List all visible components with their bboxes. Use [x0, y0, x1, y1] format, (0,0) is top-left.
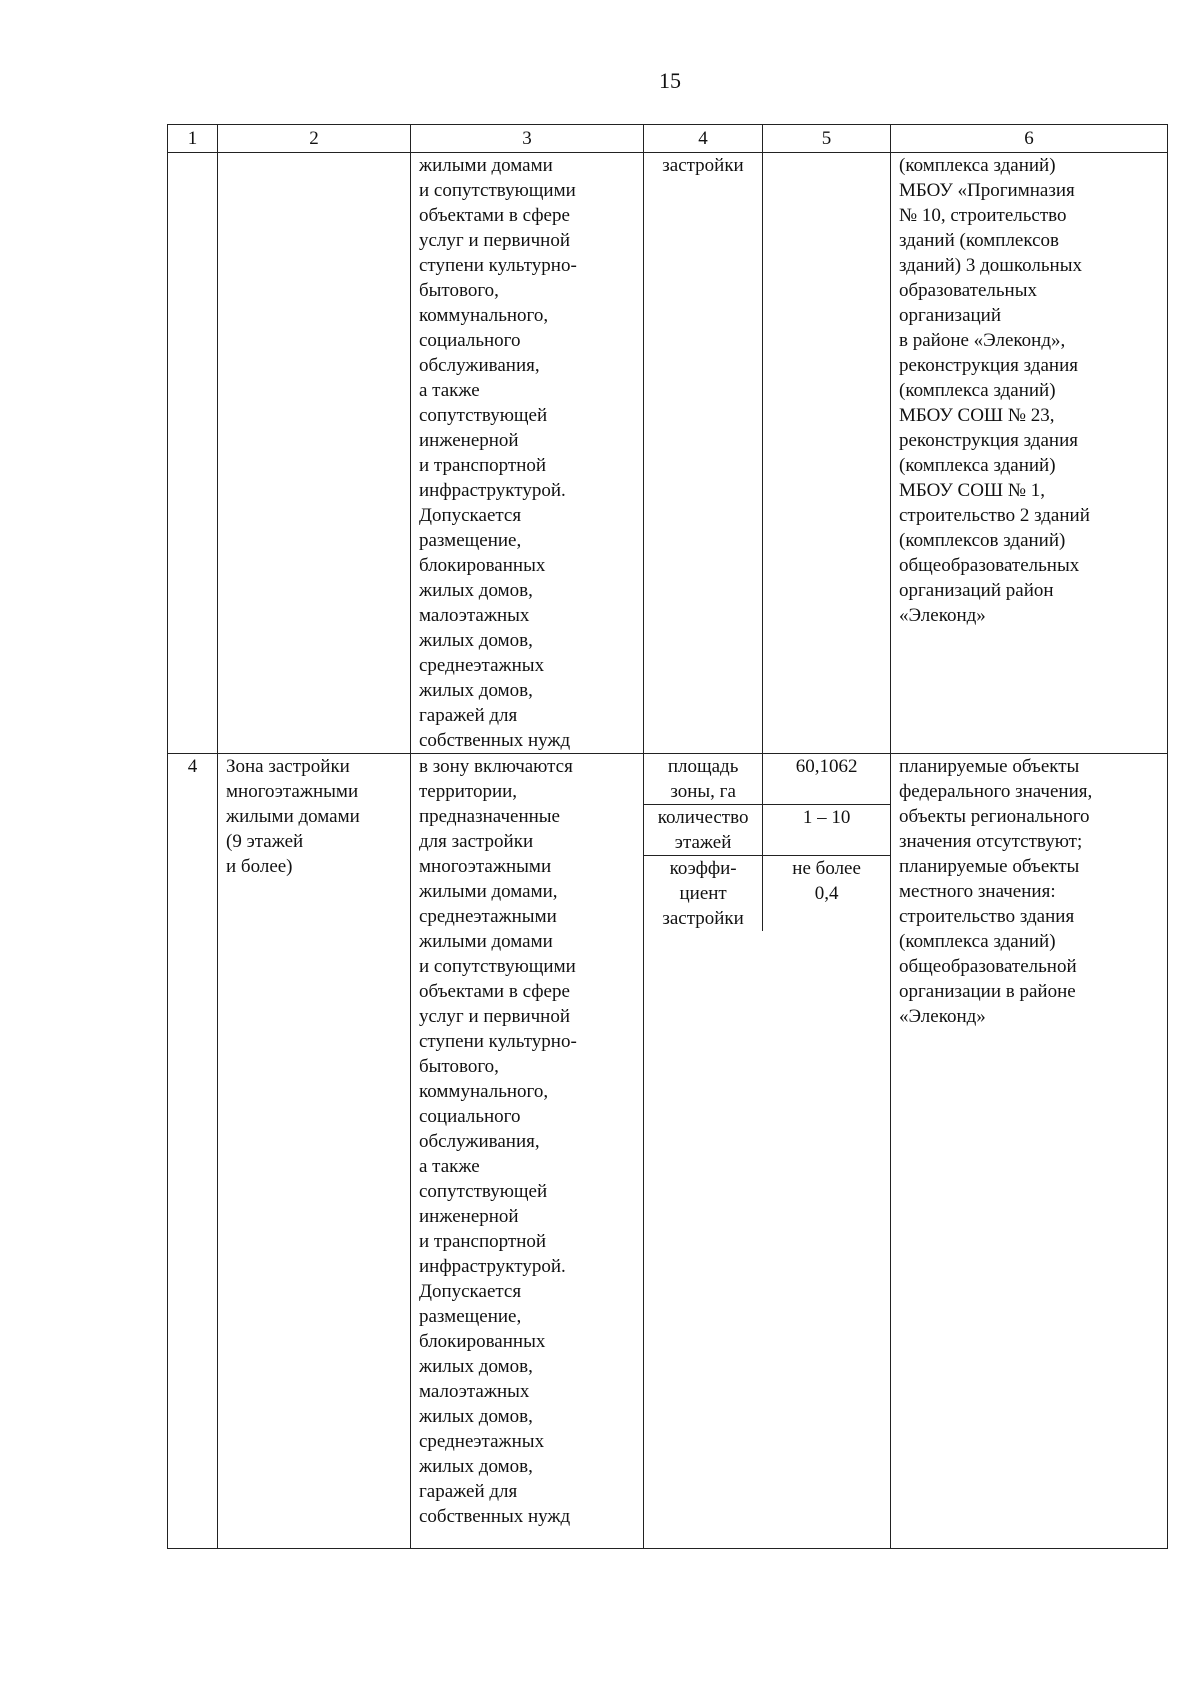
cell-param-value: [763, 153, 891, 754]
page-number: 15: [659, 68, 681, 93]
table-row-zone-4: [168, 754, 1168, 1549]
parameters-table: [644, 754, 890, 931]
column-header-4: 4: [644, 125, 763, 153]
param-label-area: площадь зоны, га: [644, 754, 763, 805]
param-row-coefficient: [644, 856, 890, 932]
param-row-area: [644, 754, 890, 805]
cell-description: в зону включаются территории, предназначенные для застройки многоэтажными жилыми домами, среднеэтажными жилыми домами и сопутствующими объектами в сфере услуг и первичной ступени культурно- бытового, коммунального, социального обслуживания, а также сопутствующей инженерной и транспортной инфраструктурой. Допускается размещение, блокированных жилых домов, малоэтажных жилых домов, среднеэтажных жилых домов, гаражей для собственных нужд: [411, 754, 644, 1549]
cell-zone-name: [218, 153, 411, 754]
param-value-floors: 1 – 10: [763, 805, 890, 856]
table-header-row: [168, 125, 1168, 153]
cell-param-label: застройки: [644, 153, 763, 754]
column-header-1: 1: [168, 125, 218, 153]
table-row-continued: [168, 153, 1168, 754]
param-row-floors: [644, 805, 890, 856]
cell-planned-objects: планируемые объекты федерального значения, объекты регионального значения отсутствуют; планируемые объекты местного значения: строительство здания (комплекса зданий) общеобразовательной организации в районе «Элеконд»: [891, 754, 1168, 1549]
param-label-floors: количество этажей: [644, 805, 763, 856]
column-header-2: 2: [218, 125, 411, 153]
column-header-5: 5: [763, 125, 891, 153]
cell-number: [168, 153, 218, 754]
param-value-coefficient: не более 0,4: [792, 858, 861, 904]
cell-number: 4: [168, 754, 218, 1549]
column-header-3: 3: [411, 125, 644, 153]
cell-planned-objects: (комплекса зданий) МБОУ «Прогимназия № 10, строительство зданий (комплексов зданий) 3 дошкольных образовательных организаций в районе «Элеконд», реконструкция здания (комплекса зданий) МБОУ СОШ № 23, реконструкция здания (комплекса зданий) МБОУ СОШ № 1, строительство 2 зданий (комплексов зданий) общеобразовательных организаций район «Элеконд»: [891, 153, 1168, 754]
cell-description: жилыми домами и сопутствующими объектами в сфере услуг и первичной ступени культурно- бытового, коммунального, социального обслуживания, а также сопутствующей инженерной и транспортной инфраструктурой. Допускается размещение, блокированных жилых домов, малоэтажных жилых домов, среднеэтажных жилых домов, гаражей для собственных нужд: [411, 153, 644, 754]
column-header-6: 6: [891, 125, 1168, 153]
param-label-coefficient: коэффи- циент застройки: [644, 856, 763, 932]
cell-zone-name: Зона застройки многоэтажными жилыми домами (9 этажей и более): [218, 754, 411, 1549]
zones-table: [167, 124, 1168, 1549]
cell-parameters: [644, 754, 891, 1549]
param-value-area: 60,1062: [763, 754, 890, 805]
